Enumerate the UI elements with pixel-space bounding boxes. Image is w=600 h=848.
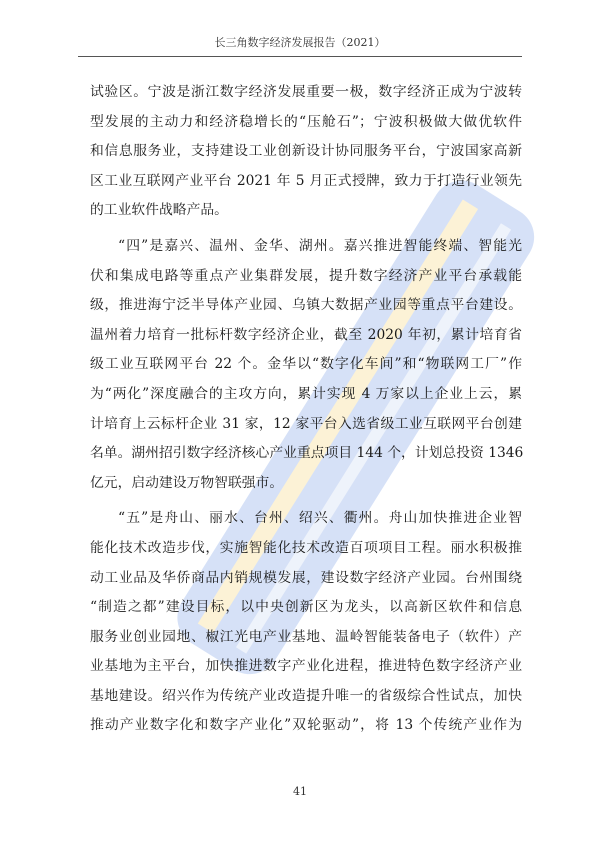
text-line: 型发展的主动力和经济稳增长的“压舱石”；宁波积极做大做优软件 <box>90 113 522 130</box>
text-line: 动工业品及华侨商品内销规模发展，建设数字经济产业园。台州围绕 <box>90 569 522 586</box>
text-line: 业基地为主平台，加快推进数字产业化进程，推进特色数字经济产业 <box>90 658 522 675</box>
text-line: 名单。湖州招引数字经济核心产业重点项目 144 个，计划总投资 1346 <box>90 445 524 462</box>
page-number: 41 <box>293 785 307 798</box>
text-line: 能化技术改造步伐，实施智能化技术改造百项项目工程。丽水积极推 <box>90 539 522 556</box>
paragraph-first-line: “五”是舟山、丽水、台州、绍兴、衢州。舟山加快推进企业智 <box>118 510 522 527</box>
text-line: 服务业创业园地、椒江光电产业基地、温岭智能装备电子（软件）产 <box>90 628 522 645</box>
text-line: 的工业软件战略产品。 <box>90 202 228 219</box>
text-line: 计培育上云标杆企业 31 家，12 家平台入选省级工业互联网平台创建 <box>90 415 522 432</box>
text-line: 推动产业数字化和数字产业化”双轮驱动”，将 13 个传统产业作为 <box>90 717 522 734</box>
paragraph-first-line: “四”是嘉兴、温州、金华、湖州。嘉兴推进智能终端、智能光 <box>118 237 522 254</box>
text-line: 级工业互联网平台 22 个。金华以“数字化车间”和“物联网工厂”作 <box>90 356 522 373</box>
text-line: 为“两化”深度融合的主攻方向，累计实现 4 万家以上企业上云，累 <box>90 385 522 402</box>
text-line: 亿元，启动建设万物智联强市。 <box>90 474 284 491</box>
text-line: 温州着力培育一批标杆数字经济企业，截至 2020 年初，累计培育省 <box>90 326 522 343</box>
text-line: 和信息服务业，支持建设工业创新设计协同服务平台，宁波国家高新 <box>90 143 522 160</box>
text-line: 伏和集成电路等重点产业集群发展，提升数字经济产业平台承载能 <box>90 267 522 284</box>
text-line: 基地建设。绍兴作为传统产业改造提升唯一的省级综合性试点，加快 <box>90 687 522 704</box>
text-line: “制造之都”建设目标，以中央创新区为龙头，以高新区软件和信息 <box>90 599 522 616</box>
text-line: 试验区。宁波是浙江数字经济发展重要一极，数字经济正成为宁波转 <box>90 84 522 100</box>
text-line: 区工业互联网产业平台 2021 年 5 月正式授牌，致力于打造行业领先 <box>90 172 522 189</box>
text-line: 级，推进海宁泛半导体产业园、乌镇大数据产业园等重点平台建设。 <box>90 297 522 314</box>
body-text <box>90 78 522 741</box>
running-header: 长三角数字经济发展报告（2021） <box>78 34 522 57</box>
